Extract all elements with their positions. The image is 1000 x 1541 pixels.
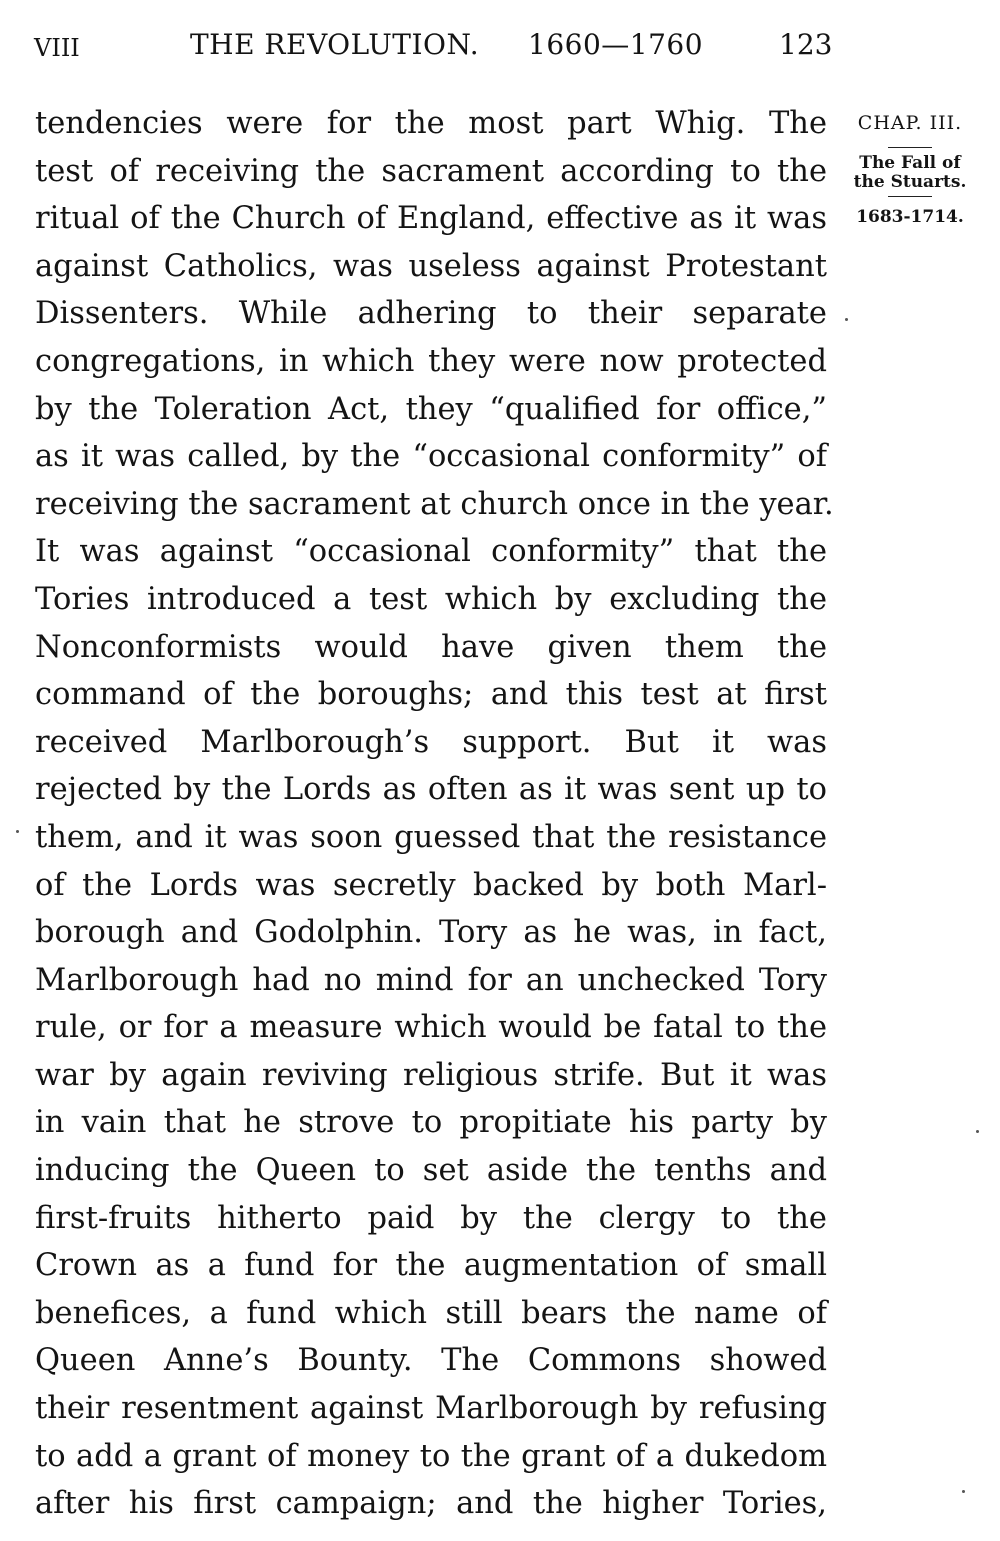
text-line: Dissenters. While adhering to their separate [35, 296, 827, 332]
body-text [35, 100, 834, 1528]
chapter-label: CHAP. III. [857, 112, 963, 134]
margin-note [846, 100, 974, 237]
page-number: 123 [779, 28, 833, 61]
text-line: after his first campaign; and the higher Tories, [35, 1486, 827, 1522]
text-line: rule, or for a measure which would be fatal to the [35, 1010, 827, 1046]
text-line: their resentment against Marlborough by refusing [35, 1391, 827, 1427]
text-line: congregations, in which they were now protected [35, 343, 827, 379]
text-line: ritual of the Church of England, effective as it was [35, 201, 827, 237]
scan-speck [845, 318, 848, 321]
text-line: in vain that he strove to propitiate his party by [35, 1105, 827, 1141]
text-line: to add a grant of money to the grant of a dukedom [35, 1438, 827, 1474]
section-number: VIII [34, 34, 80, 62]
text-line: It was against “occasional conformity” that the [35, 534, 827, 570]
running-title: THE REVOLUTION. [190, 28, 480, 61]
text-line: Queen Anne’s Bounty. The Commons showed [35, 1343, 827, 1379]
text-line: Crown as a fund for the augmentation of small [35, 1248, 827, 1284]
text-line: Marlborough had no mind for an unchecked Tory [35, 962, 827, 998]
scan-speck [16, 830, 19, 833]
scan-speck [976, 1130, 979, 1133]
text-line: Nonconformists would have given them the [35, 629, 827, 665]
text-line: benefices, a fund which still bears the name of [35, 1295, 827, 1331]
running-dates: 1660—1760 [528, 28, 704, 61]
running-header [0, 28, 1000, 72]
text-line: war by again reviving religious strife. But it was [35, 1057, 827, 1093]
text-line: borough and Godolphin. Tory as he was, in fact, [35, 915, 827, 951]
text-line: received Marlborough’s support. But it was [35, 724, 827, 760]
text-line: Tories introduced a test which by excluding the [35, 581, 827, 617]
text-line: rejected by the Lords as often as it was sent up to [35, 772, 827, 808]
text-line: them, and it was soon guessed that the resistance [35, 819, 827, 855]
year-range: 1683-1714. [856, 207, 964, 227]
text-line: test of receiving the sacrament according to the [35, 153, 827, 189]
text-line: by the Toleration Act, they “qualified for office,” [35, 391, 827, 427]
text-line: first-fruits hitherto paid by the clergy to the [35, 1200, 827, 1236]
topic-label: The Fall of the Stuarts. [853, 153, 967, 192]
text-line: command of the boroughs; and this test at first [35, 677, 827, 713]
text-line: tendencies were for the most part Whig. The [35, 106, 827, 141]
scan-speck [962, 1490, 965, 1493]
text-line: as it was called, by the “occasional conformity” of [35, 439, 827, 475]
text-line: against Catholics, was useless against Protestant [35, 248, 827, 284]
text-line: of the Lords was secretly backed by both Marl- [35, 867, 827, 903]
text-line: receiving the sacrament at church once in the year. [35, 486, 834, 522]
text-line: inducing the Queen to set aside the tenths and [35, 1153, 827, 1189]
